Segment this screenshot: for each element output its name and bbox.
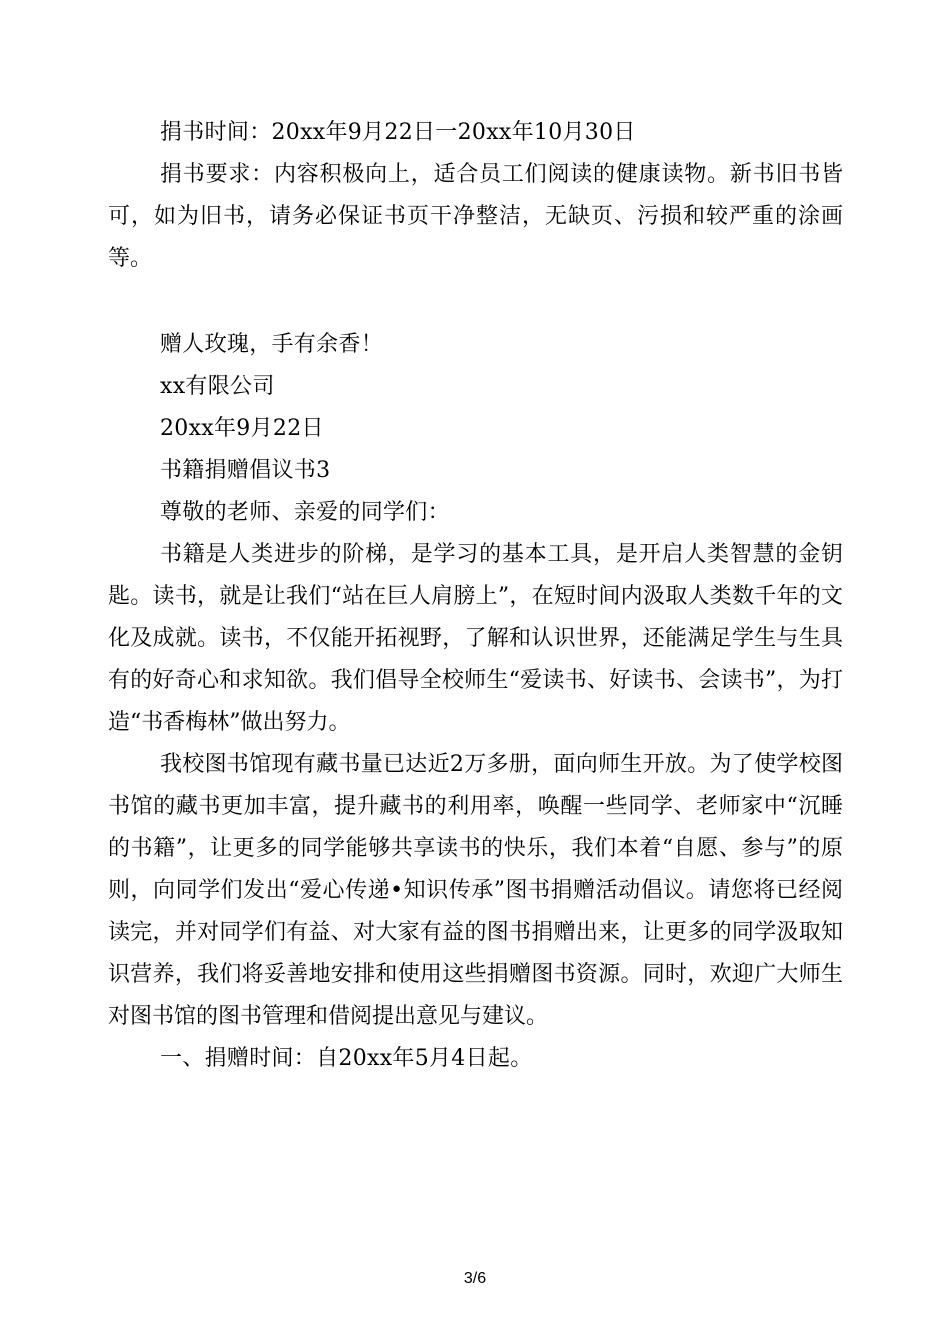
salutation: 尊敬的老师、亲爱的同学们： (160, 500, 450, 525)
paragraph-spacer (108, 280, 843, 324)
signature-date: 20xx年9月22日 (160, 416, 324, 441)
donation-period-line: 一、捐赠时间：自20xx年5月4日起。 (160, 1046, 533, 1071)
reading-importance-paragraph: 书籍是人类进步的阶梯，是学习的基本工具，是开启人类智慧的金钥匙。读书，就是让我们“站在巨人肩膀上”，在短时间内汲取人类数千年的文化及成就。读书，不仅能开拓视野，了解和认识世界，还能满足学生与生具有的好奇心和求知欲。我们倡导全校师生“爱读书、好读书、会读书”，为打造“书香梅林”做出努力。 (108, 542, 843, 735)
library-initiative-paragraph: 我校图书馆现有藏书量已达近2万多册，面向师生开放。为了使学校图书馆的藏书更加丰富，提升藏书的利用率，唤醒一些同学、老师家中“沉睡的书籍”，让更多的同学能够共享读书的快乐，我们本着“自愿、参与”的原则，向同学们发出“爱心传递•知识传承”图书捐赠活动倡议。请您将已经阅读完，并对同学们有益、对大家有益的图书捐赠出来，让更多的同学汲取知识营养，我们将妥善地安排和使用这些捐赠图书资源。同时，欢迎广大师生对图书馆的图书管理和借阅提出意见与建议。 (108, 752, 843, 1029)
company-signature: xx有限公司 (160, 374, 275, 399)
document-body (108, 112, 843, 1080)
closing-phrase: 赠人玫瑰，手有余香！ (160, 332, 384, 357)
donation-requirements-paragraph: 捐书要求：内容积极向上，适合员工们阅读的健康读物。新书旧书皆可，如为旧书，请务必保证书页干净整洁，无缺页、污损和较严重的涂画等。 (108, 162, 843, 271)
page-number: 3/6 (463, 1270, 487, 1287)
donation-time-line: 捐书时间：20xx年9月22日一20xx年10月30日 (160, 120, 636, 145)
section-title: 书籍捐赠倡议书3 (160, 458, 331, 483)
